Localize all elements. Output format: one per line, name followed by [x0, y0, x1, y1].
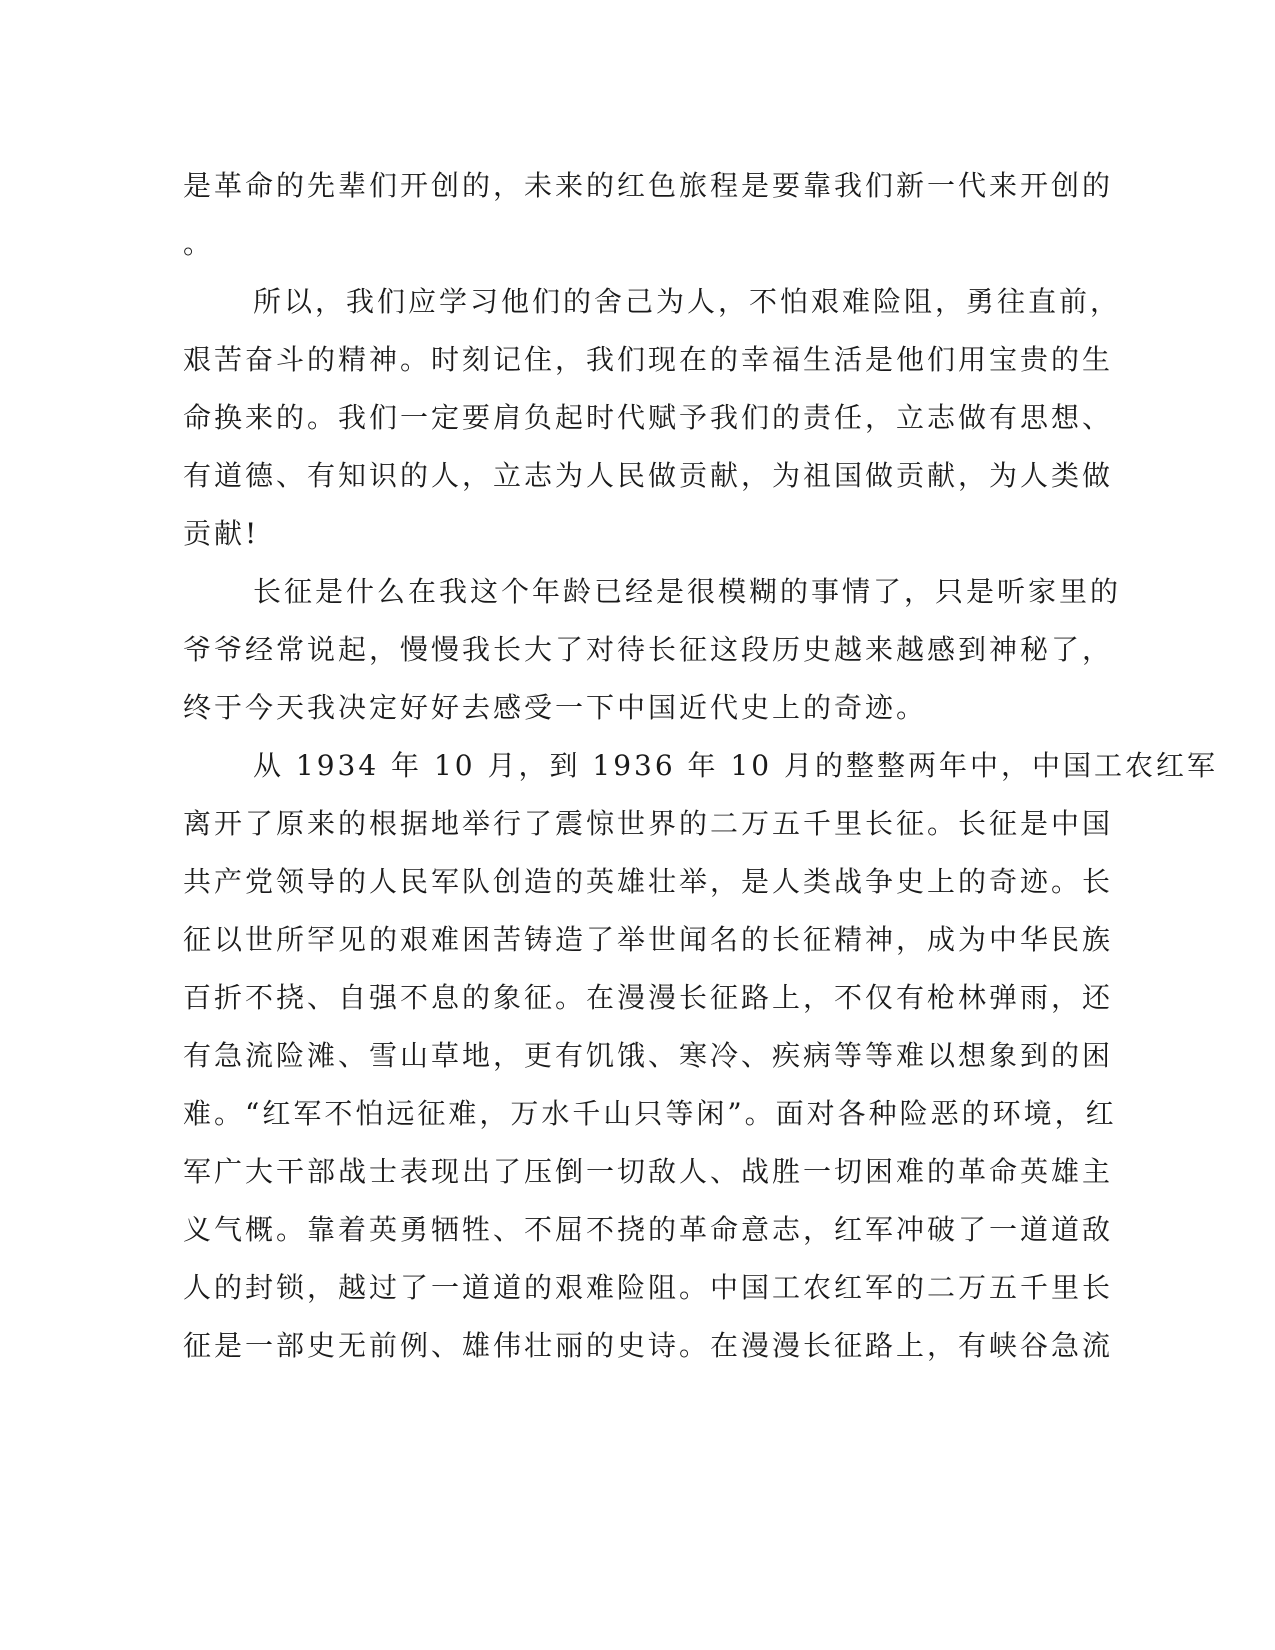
text-line: 军广大干部战士表现出了压倒一切敌人、战胜一切困难的革命英雄主: [183, 1155, 1114, 1188]
text-line: 共产党领导的人民军队创造的英雄壮举，是人类战争史上的奇迹。长: [183, 865, 1114, 898]
text-line: 艰苦奋斗的精神。时刻记住，我们现在的幸福生活是他们用宝贵的生: [183, 343, 1114, 376]
paragraph-start-line: 从 1934 年 10 月，到 1936 年 10 月的整整两年中，中国工农红军: [253, 749, 1218, 782]
text-line: 是革命的先辈们开创的，未来的红色旅程是要靠我们新一代来开创的: [183, 169, 1114, 202]
text-line: 难。“红军不怕远征难，万水千山只等闲”。面对各种险恶的环境，红: [183, 1097, 1117, 1130]
text-line: 义气概。靠着英勇牺牲、不屈不挠的革命意志，红军冲破了一道道敌: [183, 1213, 1114, 1246]
text-line: 有道德、有知识的人，立志为人民做贡献，为祖国做贡献，为人类做: [183, 459, 1114, 492]
text-line: 有急流险滩、雪山草地，更有饥饿、寒冷、疾病等等难以想象到的困: [183, 1039, 1114, 1072]
text-line: 征以世所罕见的艰难困苦铸造了举世闻名的长征精神，成为中华民族: [183, 923, 1114, 956]
text-line: 百折不挠、自强不息的象征。在漫漫长征路上，不仅有枪林弹雨，还: [183, 981, 1114, 1014]
text-line: 爷爷经常说起，慢慢我长大了对待长征这段历史越来越感到神秘了，: [183, 633, 1114, 666]
text-line: 贡献!: [183, 517, 260, 550]
paragraph-start-line: 长征是什么在我这个年龄已经是很模糊的事情了，只是听家里的: [253, 575, 1122, 608]
text-line: 人的封锁，越过了一道道的艰难险阻。中国工农红军的二万五千里长: [183, 1271, 1114, 1304]
text-line: 命换来的。我们一定要肩负起时代赋予我们的责任，立志做有思想、: [183, 401, 1114, 434]
text-line: 征是一部史无前例、雄伟壮丽的史诗。在漫漫长征路上，有峡谷急流: [183, 1329, 1114, 1362]
text-line: 终于今天我决定好好去感受一下中国近代史上的奇迹。: [183, 691, 928, 724]
text-line: 。: [183, 227, 215, 260]
text-line: 离开了原来的根据地举行了震惊世界的二万五千里长征。长征是中国: [183, 807, 1114, 840]
paragraph-start-line: 所以，我们应学习他们的舍己为人，不怕艰难险阻，勇往直前，: [253, 285, 1122, 318]
